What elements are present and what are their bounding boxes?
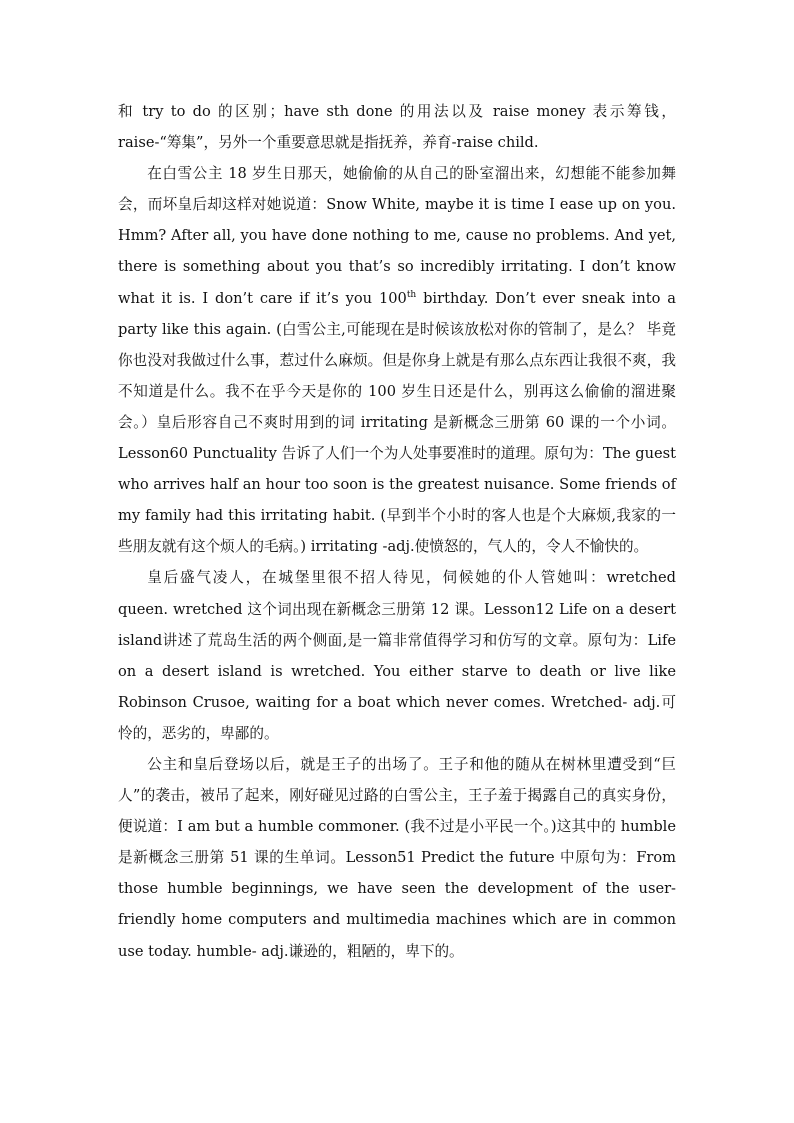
paragraph-humble: 公主和皇后登场以后，就是王子的出场了。王子和他的随从在树林里遭受到“巨人”的袭击，被吊了起来，刚好碰见过路的白雪公主，王子羞于揭露自己的真实身份，便说道：I am but a humble commoner. (我不过是小平民一个。)这其中的 humble 是新概念三册第 51 课的生单词。Lesson51 Predict the future 中原句为：From those humble beginnings, we have seen the development of the user-friendly home computers and multimedia machines which are in common use today. humble- adj.谦逊的，粗陋的，卑下的。 <box>118 755 676 960</box>
document-body <box>118 96 676 967</box>
paragraph-snow-white-irritating <box>118 158 676 562</box>
paragraph-text: birthday. Don’t ever sneak into a party like this again. (白雪公主,可能现在是时候该放松对你的管制了，是么？ 毕竟你也没对我做过什么事，惹过什么麻烦。但是你身上就是有那么点东西让我很不爽，我不知道是什么。我不在乎今天是你的 100 岁生日还是什么，别再这么偷偷的溜进聚会。）皇后形容自己不爽时用到的词 irritating 是新概念三册第 60 课的一个小词。Lesson60 Punctuality 告诉了人们一个为人处事要准时的道理。原句为：The guest who arrives half an hour too soon is the greatest nuisance. Some friends of my family had this irritating habit. (早到半个小时的客人也是个大麻烦,我家的一些朋友就有这个烦人的毛病。) irritating -adj.使愤怒的，气人的，令人不愉快的。 <box>118 289 676 556</box>
paragraph-text: 在白雪公主 18 岁生日那天，她偷偷的从自己的卧室溜出来，幻想能不能参加舞会，而坏皇后却这样对她说道：Snow White, maybe it is time I ease up on you. Hmm? After all, you have done nothing to me, cause no problems. And yet, there is something about you that’s so incredibly irritating. I don’t know what it is. I don’t care if it’s you 100 <box>118 165 676 307</box>
paragraph-raise: 和 try to do 的区别；have sth done 的用法以及 raise money 表示筹钱，raise-“筹集”，另外一个重要意思就是指抚养，养育-raise child. <box>118 103 676 152</box>
paragraph-wretched: 皇后盛气凌人，在城堡里很不招人待见，伺候她的仆人管她叫：wretched queen. wretched 这个词出现在新概念三册第 12 课。Lesson12 Life on a desert island讲述了荒岛生活的两个侧面,是一篇非常值得学习和仿写的文章。原句为：Life on a desert island is wretched. You either starve to death or live like Robinson Crusoe, waiting for a boat which never comes. Wretched- adj.可怜的，恶劣的，卑鄙的。 <box>118 569 676 742</box>
ordinal-suffix: th <box>406 289 417 300</box>
